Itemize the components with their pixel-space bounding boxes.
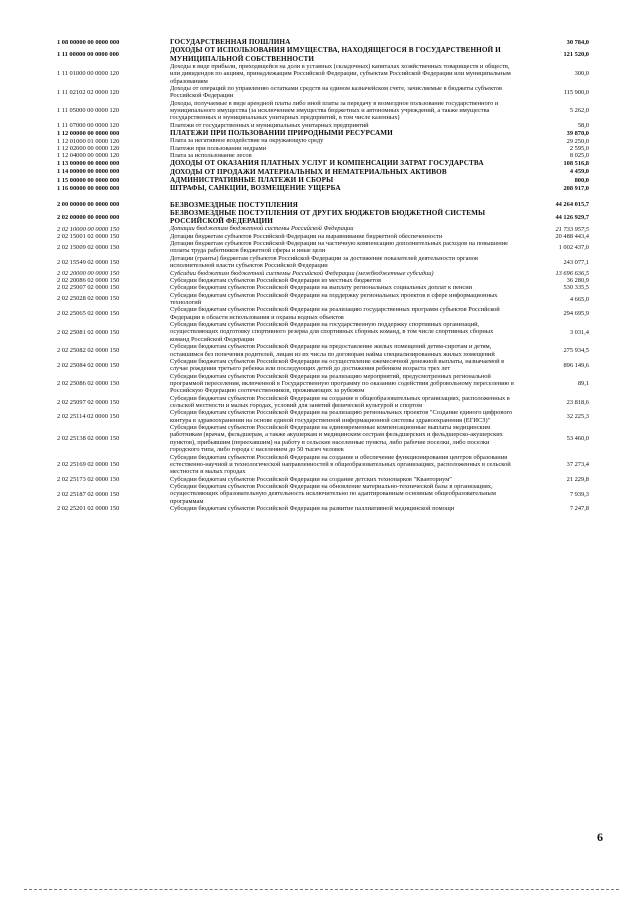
row-code: 1 15 00000 00 0000 000 <box>57 176 120 184</box>
table-row <box>57 225 589 232</box>
table-row <box>57 176 589 184</box>
row-description: Субсидии бюджетам бюджетной системы Российской Федерации (межбюджетные субсидии) <box>170 269 434 277</box>
row-amount: 30 784,0 <box>566 38 589 46</box>
row-amount: 36 280,9 <box>566 277 589 285</box>
table-row <box>57 306 589 321</box>
row-amount: 208 917,0 <box>563 184 589 192</box>
row-amount: 800,0 <box>574 176 589 184</box>
row-amount: 2 595,0 <box>569 144 589 152</box>
row-description: Субсидии бюджетам субъектов Российской Федерации на предоставление жилых помещений детям-сиротам и детям, оставшимся без попечения родителей, лицам из их числа по договорам найма специализированных жилых помещений <box>170 343 495 358</box>
row-amount: 44 264 015,7 <box>555 201 589 209</box>
table-row <box>57 454 589 476</box>
row-amount: 8 025,0 <box>569 152 589 160</box>
budget-revenue-table <box>57 38 589 512</box>
row-code: 2 02 25028 02 0000 150 <box>57 295 120 303</box>
row-code: 2 02 20086 02 0000 150 <box>57 277 120 285</box>
row-code: 2 02 25082 02 0000 150 <box>57 346 120 354</box>
table-row <box>57 63 589 85</box>
row-amount: 21 229,8 <box>566 475 589 483</box>
row-code: 1 08 00000 00 0000 000 <box>57 38 120 46</box>
row-code: 2 02 25086 02 0000 150 <box>57 380 120 388</box>
row-description: Платежи при пользовании недрами <box>170 144 267 152</box>
row-code: 2 02 25138 02 0000 150 <box>57 435 120 443</box>
row-code: 1 11 02102 02 0000 120 <box>57 88 120 96</box>
table-row <box>57 505 589 512</box>
row-code: 1 11 01000 00 0000 120 <box>57 70 120 78</box>
row-code: 1 11 07000 00 0000 120 <box>57 121 120 129</box>
row-description: ДОХОДЫ ОТ ПРОДАЖИ МАТЕРИАЛЬНЫХ И НЕМАТЕРИАЛЬНЫХ АКТИВОВ <box>170 167 447 176</box>
row-description: Субсидии бюджетам субъектов Российской Федерации на создание и обеспечение функционирования центров образования естественно-научной и технологической направленностей в общеобразовательных организациях, расположенных в сельской местности и малых городах <box>170 453 511 476</box>
row-amount: 896 149,6 <box>563 361 589 369</box>
row-code: 1 13 00000 00 0000 000 <box>57 160 120 168</box>
row-description: Субсидии бюджетам субъектов Российской Федерации на выплату региональных социальных доплат к пенсии <box>170 284 473 292</box>
row-description: БЕЗВОЗМЕЗДНЫЕ ПОСТУПЛЕНИЯ <box>170 200 298 209</box>
table-row <box>57 152 589 159</box>
table-row <box>57 409 589 424</box>
row-amount: 3 031,4 <box>569 328 589 336</box>
row-code: 2 02 15001 02 0000 150 <box>57 232 120 240</box>
table-row <box>57 193 589 209</box>
row-description: Субсидии бюджетам субъектов Российской Федерации на единовременные компенсационные выплаты медицинским работникам (врачам, фельдшерам, а также акушеркам и медицинским сестрам фельдшерских и фельдшерско-акушерских пунктов), прибывшим (переехавшим) на работу в сельские населенные пункты, либо рабочие поселки, либо поселки городского типа, либо города с населением до 50 тысяч человек <box>170 424 503 454</box>
table-row <box>57 159 589 167</box>
table-row <box>57 476 589 483</box>
table-row <box>57 122 589 129</box>
row-amount: 294 695,9 <box>563 310 589 318</box>
row-description: Плата за негативное воздействие на окружающую среду <box>170 137 324 145</box>
row-amount: 23 818,6 <box>566 398 589 406</box>
table-row <box>57 129 589 137</box>
row-description: Плата за использование лесов <box>170 152 252 160</box>
row-description: Субсидии бюджетам субъектов Российской Федерации на осуществление ежемесячной денежной выплаты, назначаемой в случае рождения третьего ребенка или последующих детей до достижения ребенком возраста трех лет <box>170 357 505 373</box>
row-code: 2 02 25114 02 0000 150 <box>57 413 120 421</box>
row-code: 1 11 00000 00 0000 000 <box>57 51 119 59</box>
row-description: Субсидии бюджетам субъектов Российской Федерации на развитие паллиативной медицинской помощи <box>170 505 455 513</box>
row-amount: 4 665,0 <box>569 295 589 303</box>
row-amount: 20 488 443,4 <box>555 232 589 240</box>
row-code: 2 02 25187 02 0000 150 <box>57 490 120 498</box>
row-amount: 530 335,5 <box>563 284 589 292</box>
row-amount: 1 002 437,0 <box>558 243 589 251</box>
row-code: 2 02 25007 02 0000 150 <box>57 284 120 292</box>
table-row <box>57 145 589 152</box>
row-code: 2 02 15009 02 0000 150 <box>57 243 120 251</box>
row-description: АДМИНИСТРАТИВНЫЕ ПЛАТЕЖИ И СБОРЫ <box>170 176 334 184</box>
row-description: Субсидии бюджетам субъектов Российской Федерации на реализацию мероприятий, предусмотренных региональной программой переселения, включенной в Государственную программу по оказанию содействия добровольному переселению в Российскую Федерацию соотечественников, проживающих за рубежом <box>170 372 514 395</box>
row-code: 2 02 10000 00 0000 150 <box>57 225 120 233</box>
table-row <box>57 100 589 122</box>
row-amount: 44 126 929,7 <box>555 213 589 221</box>
table-row <box>57 85 589 100</box>
row-amount: 5 262,0 <box>569 107 589 115</box>
table-row <box>57 233 589 240</box>
row-amount: 4 459,0 <box>569 168 589 176</box>
row-code: 2 02 00000 00 0000 000 <box>57 213 120 221</box>
scan-footer-line <box>24 889 619 890</box>
table-row <box>57 168 589 176</box>
row-amount: 7 247,8 <box>569 505 589 513</box>
table-row <box>57 395 589 410</box>
table-row <box>57 483 589 505</box>
row-code: 1 16 00000 00 0000 000 <box>57 184 120 192</box>
row-description: Субсидии бюджетам субъектов Российской Федерации на реализацию государственных программ субъектов Российской Федерации в области использования и охраны водных объектов <box>170 306 500 321</box>
table-row <box>57 424 589 453</box>
row-description: Субсидии бюджетам субъектов Российской Федерации на обновление материально-технической базы в организациях, осуществляющих образовательную деятельность исключительно по адаптированным основным общеобразовательным программам <box>170 482 496 505</box>
row-description: Субсидии бюджетам субъектов Российской Федерации на поддержку региональных проектов в сфере информационных технологий <box>170 291 498 306</box>
row-code: 2 02 25201 02 0000 150 <box>57 505 120 513</box>
row-description: Субсидии бюджетам субъектов Российской Федерации на создание в общеобразовательных организациях, расположенных в сельской местности и малых городах, условий для занятий физической культурой и спортом <box>170 394 510 410</box>
table-row <box>57 343 589 358</box>
row-code: 2 02 25169 02 0000 150 <box>57 461 120 469</box>
table-row <box>57 321 589 343</box>
table-row <box>57 284 589 291</box>
row-code: 2 02 15549 02 0000 150 <box>57 258 120 266</box>
row-amount: 108 516,8 <box>563 160 589 168</box>
row-description: ПЛАТЕЖИ ПРИ ПОЛЬЗОВАНИИ ПРИРОДНЫМИ РЕСУРСАМИ <box>170 129 393 138</box>
row-amount: 29 250,0 <box>566 137 589 145</box>
table-body <box>57 38 589 512</box>
table-row <box>57 277 589 284</box>
row-amount: 7 939,3 <box>569 490 589 498</box>
row-amount: 121 520,0 <box>563 51 589 59</box>
row-description: Дотации бюджетам субъектов Российской Федерации на выравнивание бюджетной обеспеченности <box>170 232 443 240</box>
row-amount: 13 696 636,5 <box>555 269 589 277</box>
row-code: 1 12 02000 00 0000 120 <box>57 144 120 152</box>
row-description: ШТРАФЫ, САНКЦИИ, ВОЗМЕЩЕНИЕ УЩЕРБА <box>170 184 341 193</box>
row-description: Дотации бюджетам бюджетной системы Российской Федерации <box>170 225 354 233</box>
table-row <box>57 137 589 144</box>
row-description: Дотации (гранты) бюджетам субъектов Российской Федерации за достижение показателей деятельности органов исполнительной власти субъектов Российской Федерации <box>170 254 479 270</box>
row-description: Дотации бюджетам субъектов Российской Федерации на частичную компенсацию дополнительных расходов на повышение оплаты труда работников бюджетной сферы и иные цели <box>170 240 508 255</box>
row-description: ДОХОДЫ ОТ ИСПОЛЬЗОВАНИЯ ИМУЩЕСТВА, НАХОДЯЩЕГОСЯ В ГОСУДАРСТВЕННОЙ И МУНИЦИПАЛЬНОЙ СОБСТВЕННОСТИ <box>170 46 501 63</box>
row-amount: 89,1 <box>577 380 589 388</box>
row-description: Субсидии бюджетам субъектов Российской Федерации на создание детских технопарков "Кванториум" <box>170 475 452 483</box>
row-amount: 32 225,3 <box>566 413 589 421</box>
row-code: 2 02 25081 02 0000 150 <box>57 328 120 336</box>
row-description: Доходы от операций по управлению остатками средств на едином казначейском счете, зачисляемые в бюджеты субъектов Российской Федерации <box>170 84 503 100</box>
table-row <box>57 270 589 277</box>
table-row <box>57 358 589 373</box>
row-code: 1 11 05000 00 0000 120 <box>57 107 120 115</box>
table-row <box>57 46 589 63</box>
row-description: Доходы, получаемые в виде арендной платы либо иной платы за передачу в возмездное пользование государственного и муниципального имущества (за исключением имущества бюджетных и автономных учреждений, а также имущества государственных и муниципальных унитарных предприятий, в том числе казенных) <box>170 99 499 122</box>
row-code: 2 02 20000 00 0000 150 <box>57 269 120 277</box>
row-amount: 275 934,5 <box>563 347 589 355</box>
row-description: Субсидии бюджетам субъектов Российской Федерации из местных бюджетов <box>170 276 382 284</box>
page-number: 6 <box>597 830 603 844</box>
table-row <box>57 292 589 307</box>
row-code: 1 12 01000 01 0000 120 <box>57 137 120 145</box>
table-row <box>57 373 589 395</box>
row-amount: 300,0 <box>574 70 589 78</box>
row-code: 2 02 25065 02 0000 150 <box>57 310 120 318</box>
row-amount: 58,0 <box>577 121 589 129</box>
table-row <box>57 184 589 192</box>
row-description: Субсидии бюджетам субъектов Российской Федерации на государственную поддержку спортивных организаций, осуществляющих подготовку спортивного резерва для спортивных сборных команд, в том числе спортивных сборных команд Российской Федерации <box>170 321 494 343</box>
row-code: 2 00 00000 00 0000 000 <box>57 201 120 209</box>
table-row <box>57 255 589 270</box>
row-code: 1 14 00000 00 0000 000 <box>57 168 120 176</box>
row-amount: 243 077,1 <box>563 258 589 266</box>
row-code: 1 12 04000 00 0000 120 <box>57 152 120 160</box>
table-row <box>57 209 589 226</box>
row-description: Доходы в виде прибыли, приходящейся на доли в уставных (складочных) капиталах хозяйственных товариществ и обществ, или дивидендов по акциям, принадлежащим Российской Федерации, субъектам Российской Федерации или муниципальным образованиям <box>170 62 511 85</box>
row-amount: 53 460,0 <box>566 435 589 443</box>
row-amount: 115 900,0 <box>563 88 589 96</box>
row-amount: 37 273,4 <box>566 461 589 469</box>
row-description: Субсидии бюджетам субъектов Российской Федерации на реализацию региональных проектов "Создание единого цифрового контура в здравоохранении на основе единой государственной информационной системы здравоохранения (ЕГИСЗ)" <box>170 409 513 424</box>
row-description: ГОСУДАРСТВЕННАЯ ПОШЛИНА <box>170 38 291 46</box>
row-amount: 21 733 957,5 <box>555 225 589 233</box>
row-code: 1 12 00000 00 0000 000 <box>57 129 120 137</box>
row-description: Платежи от государственных и муниципальных унитарных предприятий <box>170 121 369 129</box>
row-code: 2 02 25084 02 0000 150 <box>57 361 120 369</box>
row-code: 2 02 25097 02 0000 150 <box>57 398 120 406</box>
row-description: ДОХОДЫ ОТ ОКАЗАНИЯ ПЛАТНЫХ УСЛУГ И КОМПЕНСАЦИИ ЗАТРАТ ГОСУДАРСТВА <box>170 159 484 168</box>
table-row <box>57 240 589 255</box>
row-description: БЕЗВОЗМЕЗДНЫЕ ПОСТУПЛЕНИЯ ОТ ДРУГИХ БЮДЖЕТОВ БЮДЖЕТНОЙ СИСТЕМЫ РОССИЙСКОЙ ФЕДЕРАЦИИ <box>170 208 486 226</box>
row-code: 2 02 25173 02 0000 150 <box>57 475 120 483</box>
row-amount: 39 870,0 <box>566 129 589 137</box>
